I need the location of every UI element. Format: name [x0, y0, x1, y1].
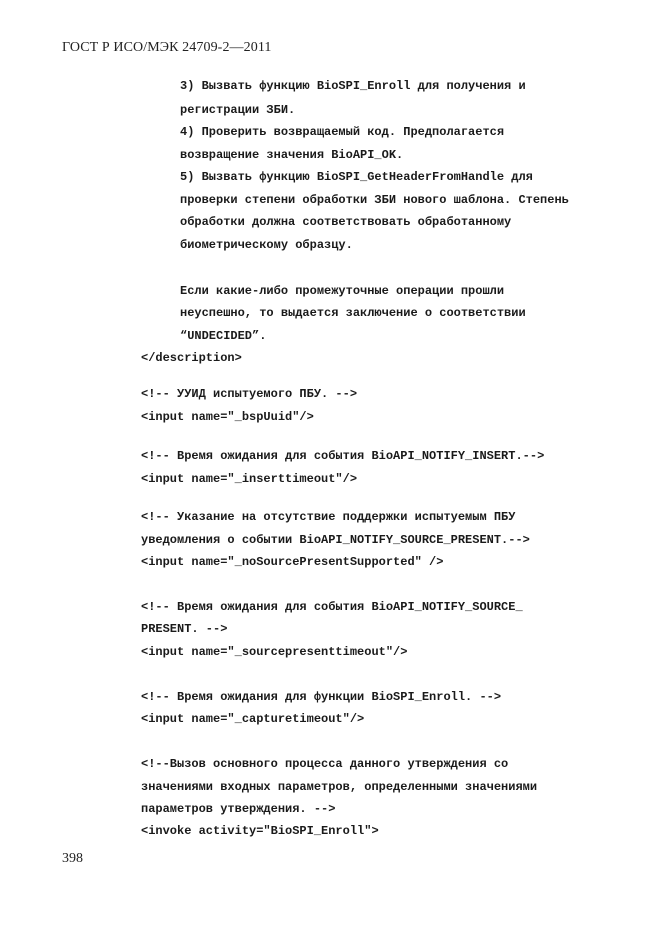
code-line: значениями входных параметров, определенными значениями [141, 780, 538, 794]
code-line: обработки должна соответствовать обработанному [180, 215, 512, 229]
code-line: 5) Вызвать функцию BioSPI_GetHeaderFromHandle для [180, 170, 533, 184]
code-line: параметров утверждения. --> [141, 802, 336, 816]
code-line: регистрации ЗБИ. [180, 103, 296, 117]
code-line: 3) Вызвать функцию BioSPI_Enroll для получения и [180, 79, 526, 93]
code-line: уведомления о событии BioAPI_NOTIFY_SOURCE_PRESENT.--> [141, 533, 530, 547]
code-line: биометрическому образцу. [180, 238, 353, 252]
code-line: </description> [141, 351, 242, 365]
code-line: 4) Проверить возвращаемый код. Предполагается [180, 125, 505, 139]
code-line: Если какие-либо промежуточные операции прошли [180, 284, 505, 298]
code-line: <!-- УУИД испытуемого ПБУ. --> [141, 387, 358, 401]
code-line: <invoke activity="BioSPI_Enroll"> [141, 824, 379, 838]
code-line: проверки степени обработки ЗБИ нового шаблона. Степень [180, 193, 569, 207]
document-header: ГОСТ Р ИСО/МЭК 24709-2—2011 [62, 40, 272, 55]
code-line: <!-- Время ожидания для события BioAPI_NOTIFY_INSERT.--> [141, 449, 545, 463]
page-number: 398 [62, 851, 83, 866]
code-line: “UNDECIDED”. [180, 329, 267, 343]
code-line: <input name="_sourcepresenttimeout"/> [141, 645, 408, 659]
code-line: PRESENT. --> [141, 622, 228, 636]
code-line: <!-- Время ожидания для функции BioSPI_Enroll. --> [141, 690, 502, 704]
code-line: <input name="_capturetimeout"/> [141, 712, 365, 726]
code-line: <!--Вызов основного процесса данного утверждения со [141, 757, 509, 771]
code-line: возвращение значения BioAPI_OK. [180, 148, 404, 162]
code-line: <!-- Время ожидания для события BioAPI_NOTIFY_SOURCE_ [141, 600, 523, 614]
code-line: неуспешно, то выдается заключение о соответствии [180, 306, 526, 320]
code-line: <!-- Указание на отсутствие поддержки испытуемым ПБУ [141, 510, 516, 524]
code-line: <input name="_noSourcePresentSupported" /> [141, 555, 444, 569]
code-line: <input name="_inserttimeout"/> [141, 472, 358, 486]
code-line: <input name="_bspUuid"/> [141, 410, 314, 424]
